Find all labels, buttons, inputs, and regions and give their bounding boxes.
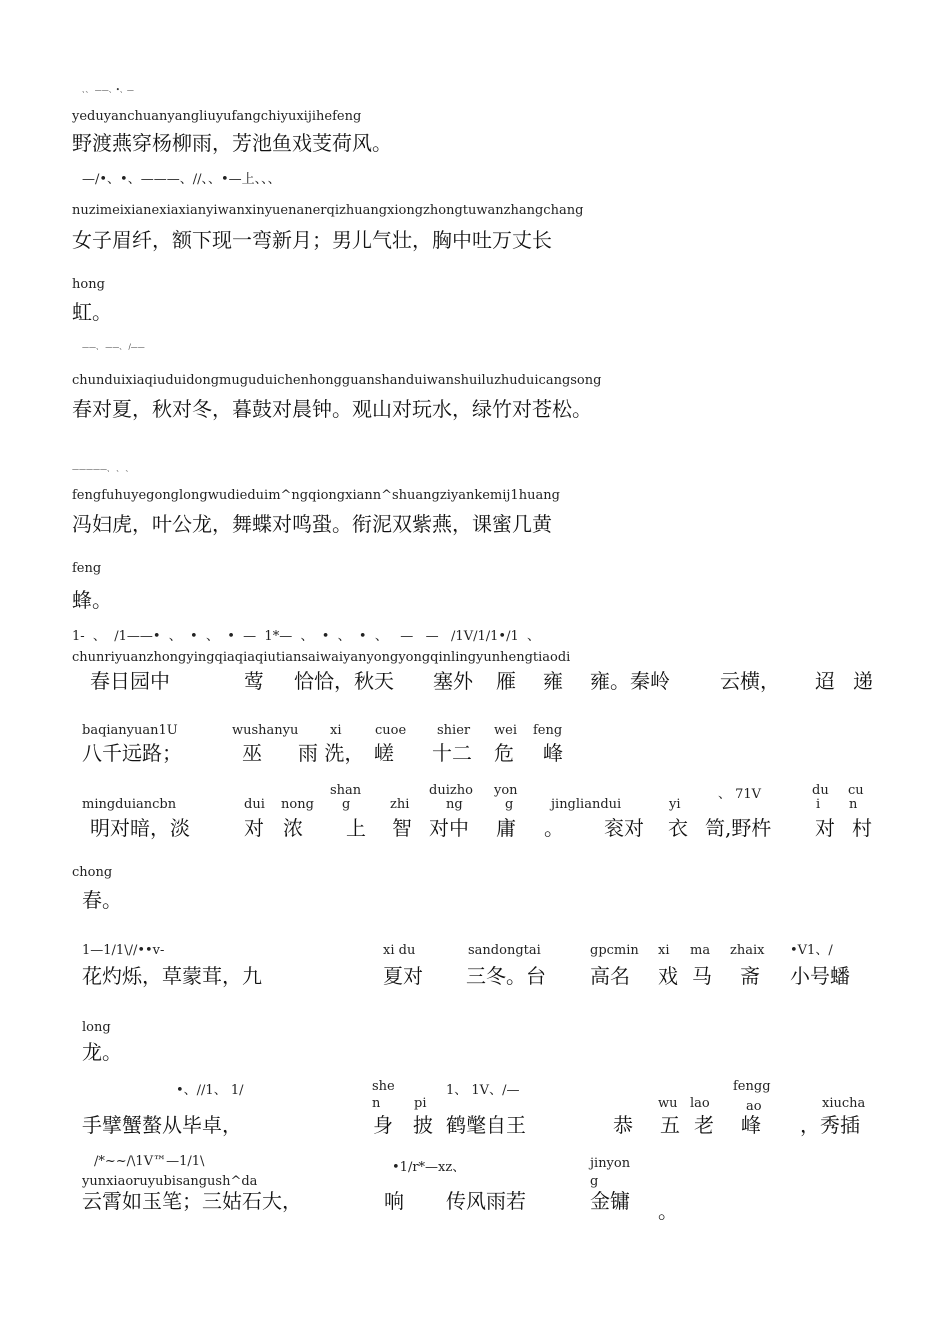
hanzi-line: 衣 <box>668 816 688 840</box>
hanzi-line: 浓 <box>283 816 303 840</box>
pinyin-line: mingduiancbn <box>82 797 177 812</box>
pinyin-line: she <box>372 1079 395 1094</box>
hanzi-line: 上 <box>346 816 366 840</box>
hanzi-line: 马 <box>692 964 712 988</box>
tone-marks: 、 71V <box>718 787 762 802</box>
pinyin-line: g <box>342 797 351 812</box>
hanzi-line: 五 <box>660 1113 680 1137</box>
tone-marks: •V1、/ <box>790 943 833 958</box>
hanzi-line: 十二 <box>432 741 472 765</box>
pinyin-line: xi <box>330 723 342 738</box>
hanzi-line: 春对夏，秋对冬，暮鼓对晨钟。观山对玩水，绿竹对苍松。 <box>72 397 592 421</box>
pinyin-line: wei <box>494 723 517 738</box>
pinyin-line: feng <box>533 723 563 738</box>
hanzi-line: 女子眉纤，额下现一弯新月；男儿气壮，胸中吐万丈长 <box>72 228 552 252</box>
pinyin-line: zhaix <box>730 943 765 958</box>
hanzi-line: 嵯 <box>374 741 394 765</box>
hanzi-line: 对 <box>815 816 835 840</box>
tone-marks: /*~~/\1V™—1/1\ <box>94 1154 205 1169</box>
pinyin-line: chunduixiaqiuduidongmuguduichenhongguanshanduiwanshuiluzhuduicangsong <box>72 373 602 388</box>
pinyin-line: ma <box>690 943 711 958</box>
pinyin-line: g <box>590 1174 599 1189</box>
hanzi-line: 巫 <box>242 741 262 765</box>
hanzi-line: 冯妇虎，叶公龙，舞蝶对鸣蛩。衔泥双紫燕，课蜜几黄 <box>72 512 552 536</box>
pinyin-line: jingliandui <box>551 797 622 812</box>
hanzi-line: 响 <box>384 1189 404 1213</box>
hanzi-line: 手擘蟹螯从毕卓， <box>82 1113 242 1137</box>
pinyin-line: dui <box>244 797 265 812</box>
pinyin-line: yon <box>494 783 518 798</box>
hanzi-line: 莺 <box>244 669 264 693</box>
tone-marks: 1- 、 /1——• 、 • 、 • — 1*— 、 • 、 • 、 — — /1V/1/1•/1 、 <box>72 629 540 644</box>
hanzi-line: 春日园中 <box>90 669 170 693</box>
hanzi-line: 老 <box>694 1113 714 1137</box>
pinyin-line: shan <box>330 783 362 798</box>
pinyin-line: wushanyu <box>232 723 299 738</box>
hanzi-line: 雨 洗， <box>298 741 365 765</box>
pinyin-line: cuoe <box>375 723 407 738</box>
tone-marks: 1、 1V、/— <box>446 1083 520 1098</box>
tone-marks: 、、 ——、•、— <box>82 86 134 94</box>
pinyin-line: chunriyuanzhongyingqiaqiaqiutiansaiwaiyanyongyongqinlingyunhengtiaodi <box>72 650 571 665</box>
hanzi-line: 恭 <box>613 1113 633 1137</box>
pinyin-line: feng <box>72 561 102 576</box>
pinyin-line: chong <box>72 865 113 880</box>
pinyin-line: fengfuhuyegonglongwudieduim^ngqiongxiann^shuangziyankemij1huang <box>72 488 560 503</box>
pinyin-line: lao <box>690 1096 710 1111</box>
pinyin-line: long <box>82 1020 111 1035</box>
hanzi-line: 斋 <box>740 964 760 988</box>
pinyin-line: n <box>372 1096 381 1111</box>
hanzi-line: 迢 <box>815 669 835 693</box>
hanzi-line: ，秀插 <box>800 1113 860 1137</box>
pinyin-line: yunxiaoruyubisangush^da <box>82 1174 258 1189</box>
hanzi-line: 披 <box>413 1113 433 1137</box>
hanzi-line: 高名 <box>590 964 630 988</box>
pinyin-line: nong <box>281 797 314 812</box>
hanzi-line: 三冬。台 <box>466 964 546 988</box>
hanzi-line: 花灼烁，草蒙茸，九 <box>82 964 262 988</box>
pinyin-line: g <box>505 797 514 812</box>
pinyin-line: yi <box>669 797 681 812</box>
hanzi-line: 夏对 <box>383 964 423 988</box>
hanzi-line: 对 <box>244 816 264 840</box>
hanzi-line: 塞外 <box>433 669 473 693</box>
pinyin-line: du <box>812 783 829 798</box>
pinyin-line: n <box>849 797 858 812</box>
hanzi-line: 智 <box>392 816 412 840</box>
hanzi-line: 。 <box>658 1199 678 1223</box>
tone-marks: •、//1、 1/ <box>176 1083 244 1098</box>
hanzi-line: 庸 <box>496 816 516 840</box>
hanzi-line: 鹤氅自王 <box>446 1113 526 1137</box>
pinyin-line: duizho <box>429 783 473 798</box>
hanzi-line: 传风雨若 <box>446 1189 526 1213</box>
pinyin-line: yeduyanchuanyangliuyufangchiyuxijihefeng <box>72 109 362 124</box>
hanzi-line: 云横， <box>720 669 780 693</box>
pinyin-line: gpcmin <box>590 943 639 958</box>
pinyin-line: fengg <box>733 1079 771 1094</box>
hanzi-line: 戏 <box>658 964 678 988</box>
hanzi-line: 笥,野杵 <box>705 816 772 840</box>
pinyin-line: baqianyuan1U <box>82 723 178 738</box>
hanzi-line: 蜂。 <box>72 588 112 612</box>
tone-marks: ——、 ——、 /—— <box>82 343 145 351</box>
hanzi-line: 明对暗，淡 <box>90 816 190 840</box>
pinyin-line: wu <box>658 1096 678 1111</box>
hanzi-line: 峰 <box>543 741 563 765</box>
hanzi-line: 峰 <box>741 1113 761 1137</box>
pinyin-line: pi <box>414 1096 427 1111</box>
hanzi-line: 龙。 <box>82 1040 122 1064</box>
pinyin-line: xi du <box>383 943 416 958</box>
hanzi-line: 虹。 <box>72 300 112 324</box>
tone-marks: •1/r*—xz、 <box>392 1160 466 1175</box>
hanzi-line: 雍 <box>543 669 563 693</box>
hanzi-line: 雁 <box>496 669 516 693</box>
pinyin-line: zhi <box>390 797 410 812</box>
hanzi-line: 衮对 <box>604 816 644 840</box>
hanzi-line: 小号蟠 <box>790 964 850 988</box>
hanzi-line: 危 <box>494 741 514 765</box>
hanzi-line: 身 <box>373 1113 393 1137</box>
tone-marks: —/•、•、———、//、、•—上、、、 <box>82 172 281 187</box>
tone-marks: —————、 、 、 <box>72 465 133 473</box>
tone-marks: 1—1/1\//••v- <box>82 943 165 958</box>
hanzi-line: 递 <box>853 669 873 693</box>
hanzi-line: 八千远路； <box>82 741 182 765</box>
hanzi-line: 金镛 <box>590 1189 630 1213</box>
pinyin-line: hong <box>72 277 105 292</box>
pinyin-line: cu <box>848 783 864 798</box>
hanzi-line: 恰恰，秋天 <box>294 669 394 693</box>
pinyin-line: ng <box>446 797 463 812</box>
hanzi-line: 对中 <box>429 816 469 840</box>
hanzi-line: 雍。秦岭 <box>590 669 670 693</box>
pinyin-line: jinyon <box>590 1156 631 1171</box>
pinyin-line: sandongtai <box>468 943 541 958</box>
pinyin-line: ao <box>746 1099 762 1114</box>
hanzi-line: 村 <box>852 816 872 840</box>
pinyin-line: shier <box>437 723 471 738</box>
pinyin-line: xiucha <box>822 1096 866 1111</box>
hanzi-line: 野渡燕穿杨柳雨，芳池鱼戏芰荷风。 <box>72 131 392 155</box>
pinyin-line: i <box>816 797 821 812</box>
pinyin-line: nuzimeixianexiaxianyiwanxinyuenanerqizhuangxiongzhongtuwanzhangchang <box>72 203 584 218</box>
hanzi-line: 。 <box>544 816 564 840</box>
hanzi-line: 云霄如玉笔；三姑石大， <box>82 1189 302 1213</box>
hanzi-line: 春。 <box>82 888 122 912</box>
pinyin-line: xi <box>658 943 670 958</box>
